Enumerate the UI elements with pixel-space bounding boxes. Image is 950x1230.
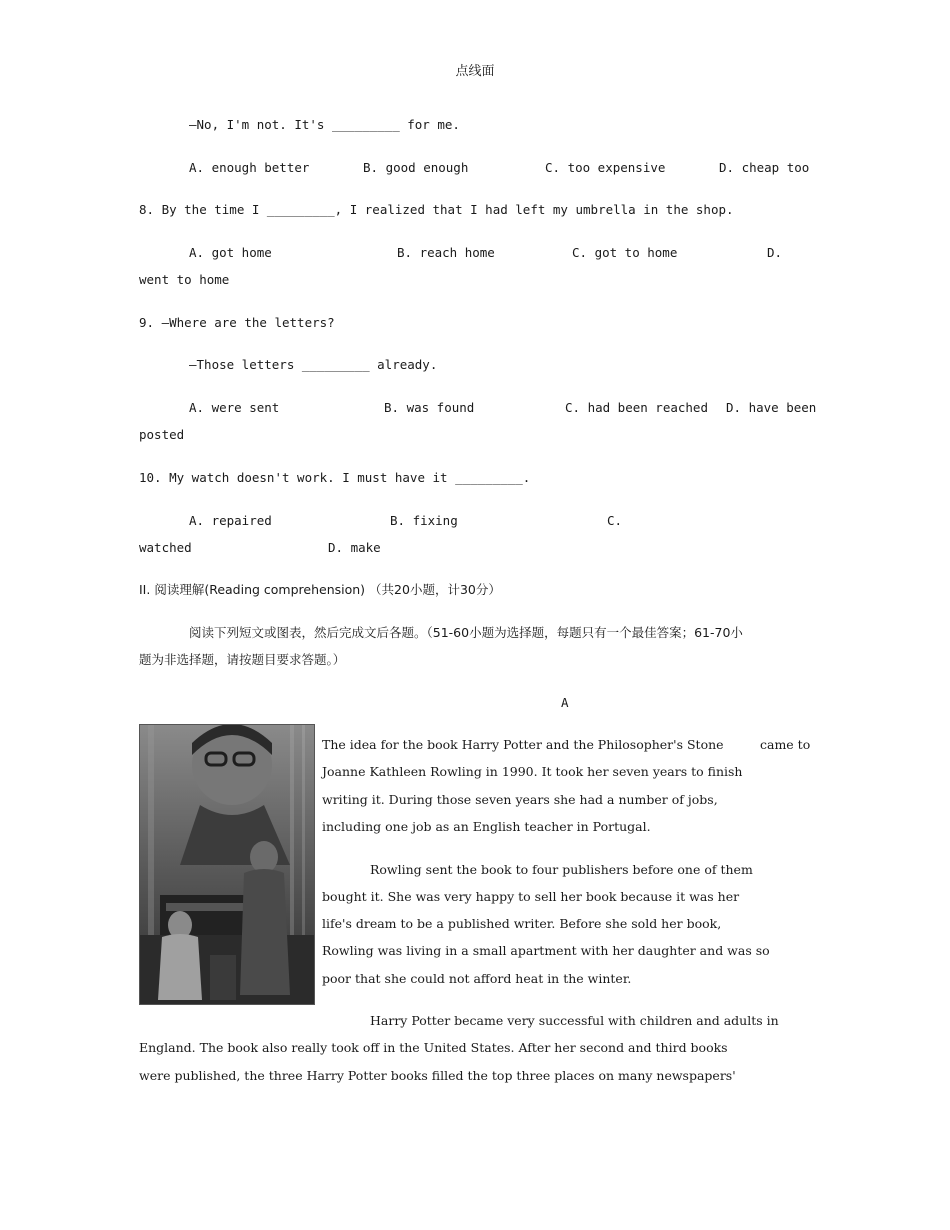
page-header: 点线面 xyxy=(455,64,495,79)
passage-p2-line2: bought it. She was very happy to sell her book because it was her xyxy=(322,889,740,904)
q7-option-d: D. cheap too xyxy=(719,160,810,175)
q9-option-d: D. have been xyxy=(726,400,817,415)
passage-p1-line3: writing it. During those seven years she had a number of jobs, xyxy=(322,792,718,807)
q8-option-d: D. xyxy=(767,245,783,260)
section-instructions-line2: 题为非选择题，请按题目要求答题。） xyxy=(139,652,346,667)
q9-answer-line: —Those letters _________ already. xyxy=(189,357,438,372)
passage-p3-line2: England. The book also really took off in the United States. After her second and third books xyxy=(139,1040,728,1055)
q8-option-d-text: went to home xyxy=(139,272,230,287)
q9-stem: 9. —Where are the letters? xyxy=(139,315,335,330)
q7-option-b: B. good enough xyxy=(363,160,469,175)
passage-p3-line1: Harry Potter became very successful with children and adults in xyxy=(370,1013,779,1028)
q8-stem: 8. By the time I _________, I realized that I had left my umbrella in the shop. xyxy=(139,202,734,217)
passage-p3-line3: were published, the three Harry Potter books filled the top three places on many newspapers' xyxy=(139,1068,736,1083)
q7-answer-line: —No, I'm not. It's _________ for me. xyxy=(189,117,460,132)
passage-p2-line1: Rowling sent the book to four publishers before one of them xyxy=(370,862,753,877)
q10-option-b: B. fixing xyxy=(390,513,458,528)
q10-option-d: D. make xyxy=(328,540,381,555)
passage-label: A xyxy=(561,695,569,710)
q7-option-a: A. enough better xyxy=(189,160,310,175)
q9-option-d-wrap: posted xyxy=(139,427,185,442)
q8-option-b: B. reach home xyxy=(397,245,495,260)
passage-p1-line4: including one job as an English teacher in Portugal. xyxy=(322,819,651,834)
q8-option-a: A. got home xyxy=(189,245,272,260)
passage-p1-line1: The idea for the book Harry Potter and the Philosopher's Stone xyxy=(322,737,724,752)
q10-option-a: A. repaired xyxy=(189,513,272,528)
passage-p1-line2: Joanne Kathleen Rowling in 1990. It took her seven years to finish xyxy=(322,764,743,779)
q9-option-a: A. were sent xyxy=(189,400,280,415)
q8-option-c: C. got to home xyxy=(572,245,678,260)
passage-p2-line4: Rowling was living in a small apartment with her daughter and was so xyxy=(322,943,770,958)
q10-option-c-text: watched xyxy=(139,540,192,555)
passage-p2-line5: poor that she could not afford heat in the winter. xyxy=(322,971,632,986)
section-instructions-line1: 阅读下列短文或图表，然后完成文后各题。（51-60小题为选择题，每题只有一个最佳答案；61-70小 xyxy=(189,625,743,640)
q7-option-c: C. too expensive xyxy=(545,160,666,175)
passage-p2-line3: life's dream to be a published writer. Before she sold her book, xyxy=(322,916,722,931)
section-title: II. 阅读理解(Reading comprehension) （共20小题，计30分） xyxy=(139,582,501,597)
q10-stem: 10. My watch doesn't work. I must have it _________. xyxy=(139,470,531,485)
q9-option-b: B. was found xyxy=(384,400,475,415)
q9-option-c: C. had been reached xyxy=(565,400,708,415)
passage-p1-line1-end: came to xyxy=(760,737,811,752)
book-cover-photo xyxy=(139,724,315,1005)
q10-option-c: C. xyxy=(607,513,623,528)
